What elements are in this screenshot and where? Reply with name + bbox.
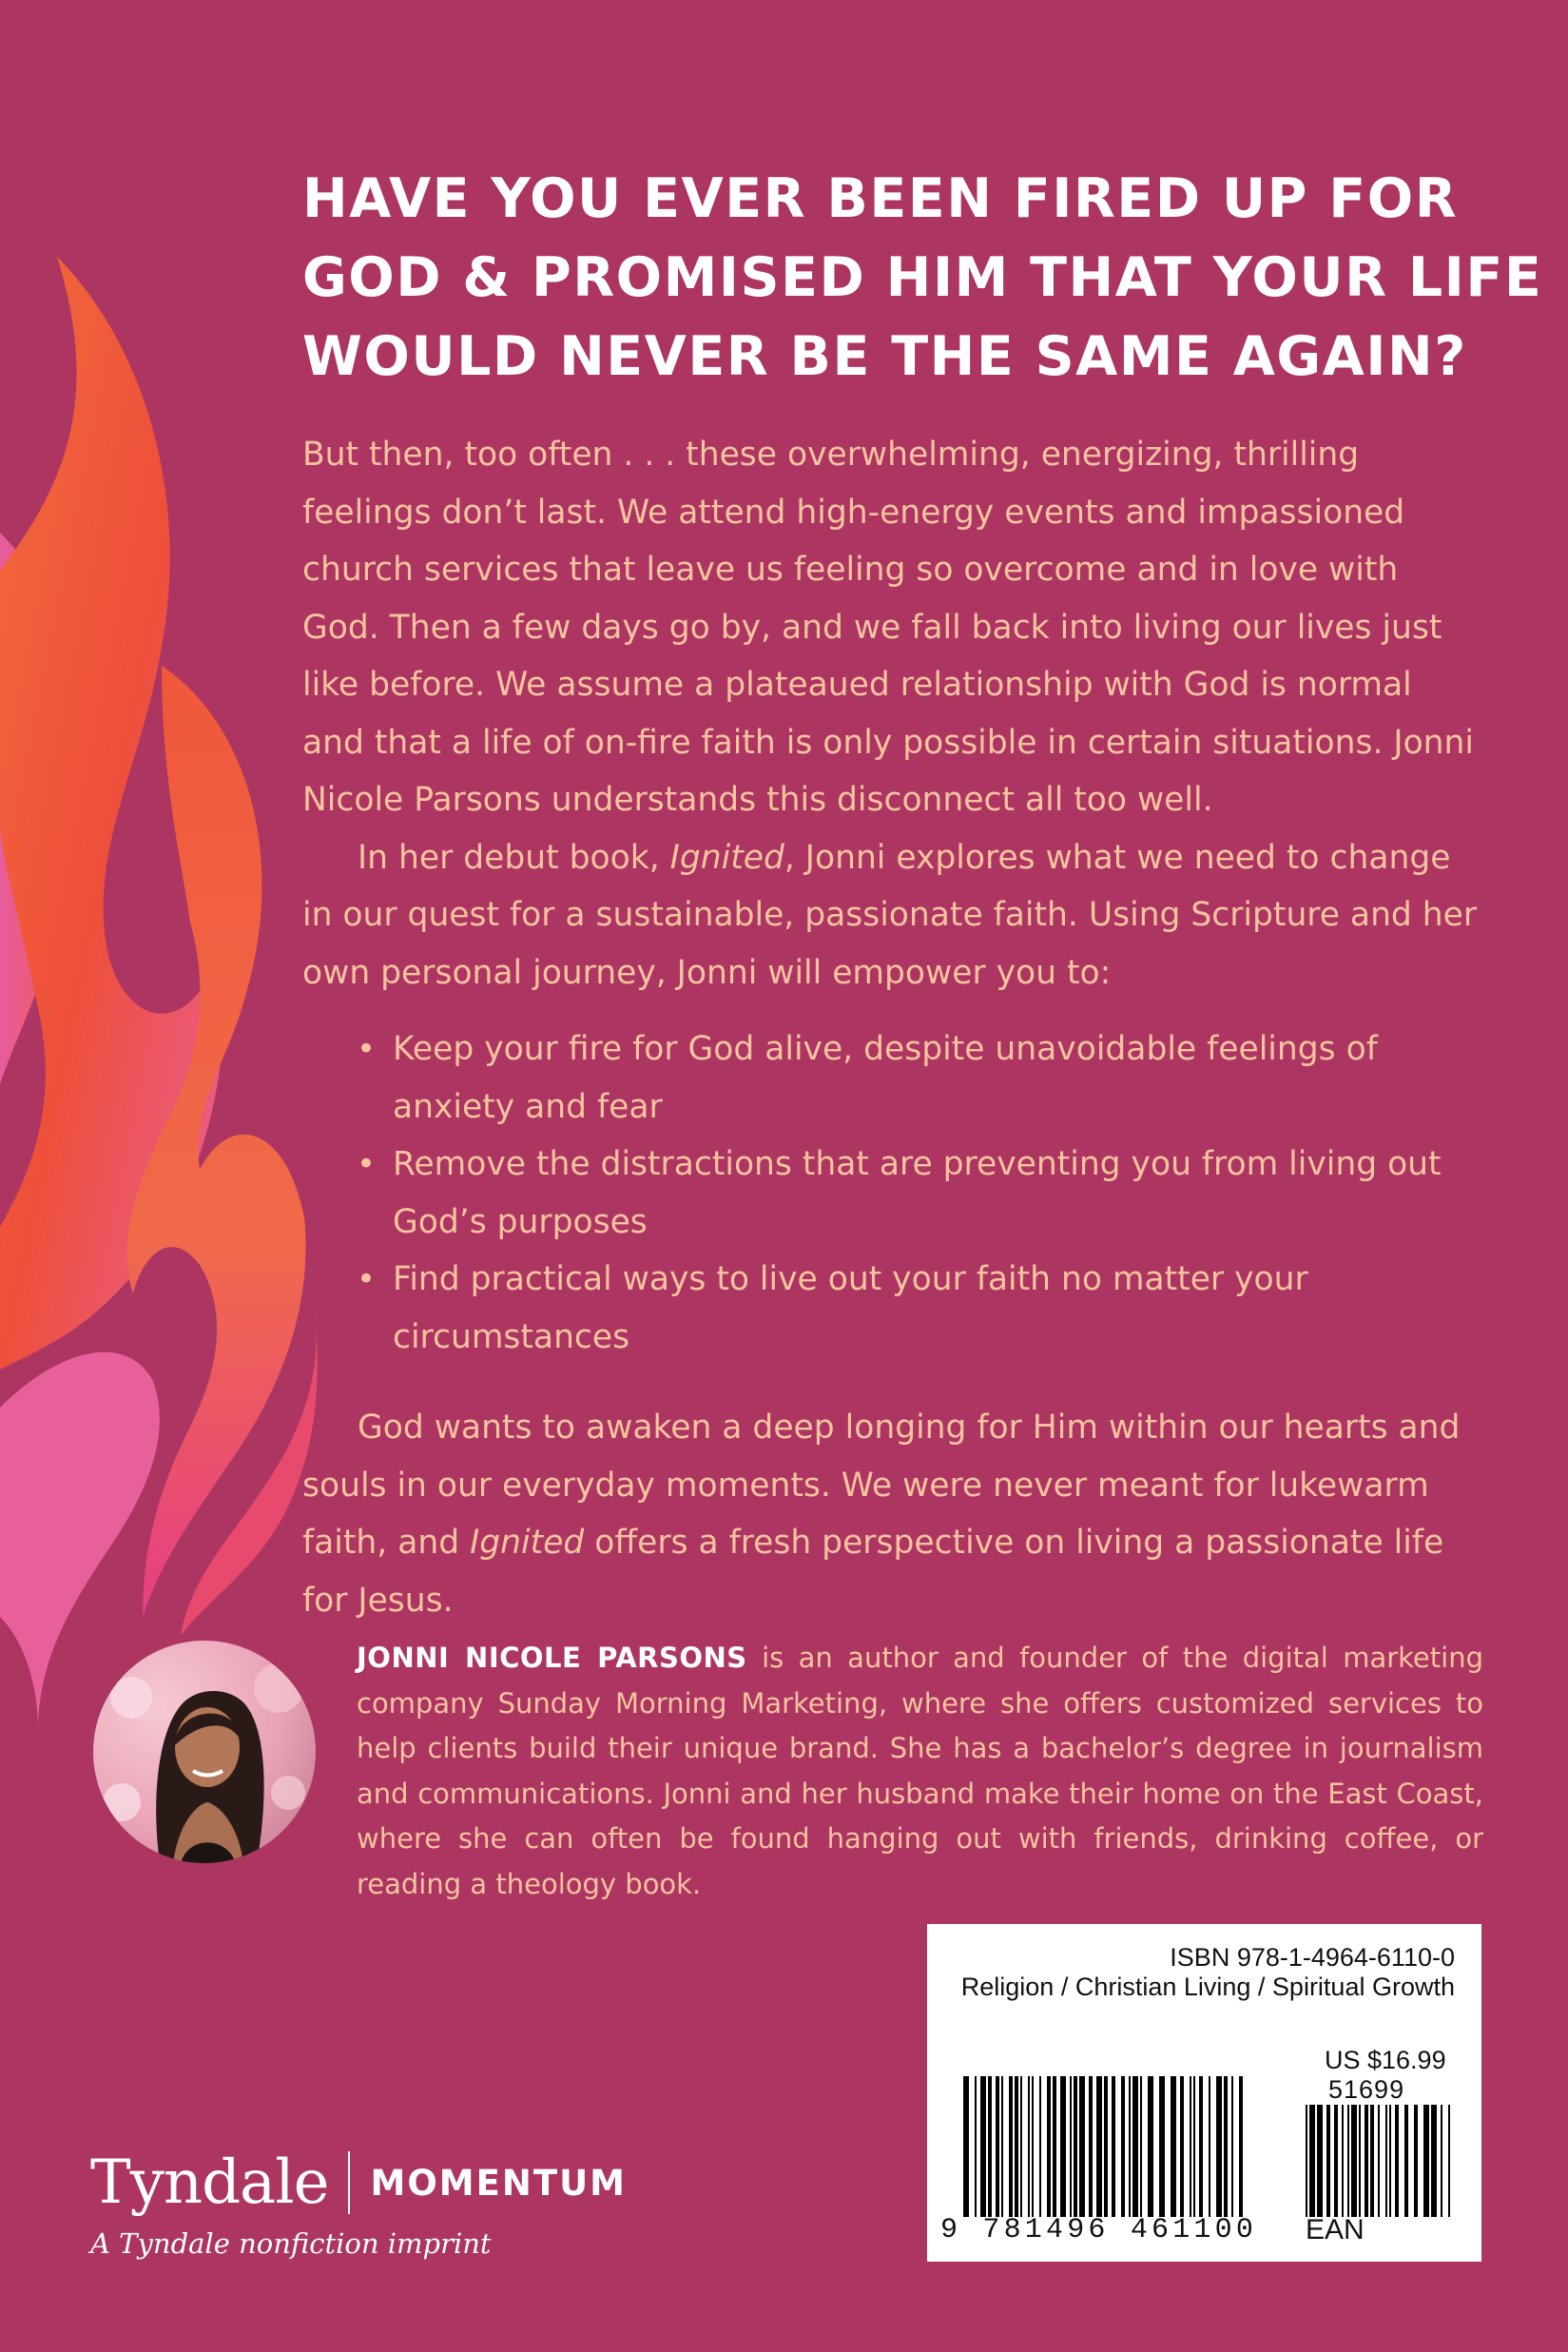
barcode-bar <box>1112 2076 1115 2217</box>
barcode-bar <box>975 2076 977 2217</box>
barcode-bar <box>1015 2076 1018 2217</box>
benefit-item <box>302 1251 1481 1366</box>
barcode-bar <box>1378 2105 1380 2217</box>
barcode-bar <box>1121 2076 1125 2217</box>
isbn-barcode <box>963 2076 1249 2217</box>
barcode-bar <box>1359 2105 1361 2217</box>
barcode-bar <box>1431 2105 1437 2217</box>
barcode-bar <box>1039 2076 1041 2217</box>
bullet-icon: • <box>357 1145 377 1183</box>
bullet-icon: • <box>357 1030 377 1068</box>
barcode-bar <box>1190 2076 1191 2217</box>
price-code: 51699 <box>1328 2075 1405 2104</box>
benefit-text: Find practical ways to live out your faith no matter your circumstances <box>393 1260 1308 1356</box>
logo-divider <box>348 2151 350 2214</box>
barcode-digits: 9 781496 461100 <box>940 2214 1258 2246</box>
paragraph-3-text-cont: offers a fresh perspective on living a passionate life for Jesus. <box>302 1524 1444 1620</box>
barcode-bar <box>980 2076 986 2217</box>
price: US $16.99 <box>1325 2046 1446 2074</box>
barcode-bar <box>1334 2105 1338 2217</box>
headline-line-1: HAVE YOU EVER BEEN FIRED UP FOR <box>302 167 1459 230</box>
description <box>302 426 1481 1629</box>
barcode-bar <box>1089 2076 1093 2217</box>
barcode-bar <box>1326 2105 1330 2217</box>
benefit-list <box>302 1020 1481 1366</box>
isbn: ISBN 978-1-4964-6110-0 <box>1170 1943 1455 1972</box>
benefit-item <box>302 1020 1481 1136</box>
barcode-bar <box>1009 2076 1013 2217</box>
category: Religion / Christian Living / Spiritual Growth <box>960 1973 1455 2001</box>
barcode-bar <box>1096 2076 1102 2217</box>
author-photo <box>93 1641 316 1863</box>
barcode-bar <box>988 2076 992 2217</box>
barcode-bar <box>1448 2105 1450 2217</box>
barcode-bar <box>1148 2076 1153 2217</box>
barcode-bar <box>1104 2076 1108 2217</box>
barcode-bar <box>1231 2076 1233 2217</box>
barcode-bar <box>996 2076 999 2217</box>
barcode-bar <box>1209 2076 1210 2217</box>
barcode-bar <box>1028 2076 1030 2217</box>
barcode-bar <box>1347 2105 1349 2217</box>
barcode-bar <box>1414 2105 1418 2217</box>
publisher-tagline: A Tyndale nonfiction imprint <box>90 2227 492 2260</box>
headline-line-2: GOD & PROMISED HIM THAT YOUR LIFE <box>302 246 1543 309</box>
headline-line-3: WOULD NEVER BE THE SAME AGAIN? <box>302 325 1467 388</box>
barcode-bar <box>1159 2076 1165 2217</box>
barcode-bar <box>1047 2076 1051 2217</box>
paragraph-3-text: God wants to awaken a deep longing for Him within our hearts and souls in our everyday moments. We were never meant for lukewarm faith, and <box>302 1409 1461 1562</box>
barcode-panel <box>927 1924 1481 2262</box>
barcode-bar <box>1423 2105 1429 2217</box>
barcode-bar <box>1441 2105 1442 2217</box>
barcode-bar <box>1171 2076 1176 2217</box>
barcode-bar <box>1370 2105 1374 2217</box>
barcode-bar <box>1001 2076 1003 2217</box>
benefit-item <box>302 1136 1481 1251</box>
barcode-bar <box>1074 2076 1077 2217</box>
barcode-bar <box>1199 2076 1203 2217</box>
barcode-bar <box>1060 2076 1066 2217</box>
barcode-bar <box>1224 2076 1228 2217</box>
barcode-bar <box>1216 2076 1222 2217</box>
barcode-bar <box>1389 2105 1391 2217</box>
barcode-bar <box>1180 2076 1184 2217</box>
barcode-bar <box>1317 2105 1323 2217</box>
barcode-bar <box>1239 2076 1243 2217</box>
author-bio-text: is an author and founder of the digital marketing company Sunday Morning Marketing, where she offers customized services to help clients build their unique brand. She has a bachelor’s degree in journalism and communications. Jonni and her husband make their home on the East Coast, where she can often be found hanging out with friends, drinking coffee, or reading a theology book. <box>357 1642 1483 1900</box>
price-barcode <box>1306 2105 1458 2217</box>
publisher-logo <box>90 2126 627 2240</box>
barcode-bar <box>963 2076 969 2217</box>
barcode-bar <box>1342 2105 1344 2217</box>
barcode-bar <box>1053 2076 1056 2217</box>
barcode-bar <box>1032 2076 1034 2217</box>
ean-label: EAN <box>1306 2214 1365 2245</box>
barcode-bar <box>1365 2105 1368 2217</box>
barcode-bar <box>1193 2076 1195 2217</box>
paragraph-2-text-cont: , Jonni explores what we need to change in our quest for a sustainable, passionate faith. Using Scripture and her own personal journey, Jonni will empower you to: <box>302 838 1478 992</box>
paragraph-2-text: In her debut book, <box>358 838 670 877</box>
publisher-name: Tyndale <box>90 2148 329 2218</box>
barcode-bar <box>1309 2105 1315 2217</box>
description-paragraph-2 <box>302 829 1481 1002</box>
description-paragraph-1: But then, too often . . . these overwhelming, energizing, thrilling feelings don’t last. We attend high-energy events and impassioned church services that leave us feeling so overcome and in love with God. Then a few days go by, and we fall back into living our lives just like before. We assume a plateaued relationship with God is normal and that a life of on-fire faith is only possible in certain situations. Jonni Nicole Parsons understands this disconnect all too well. <box>302 436 1474 819</box>
barcode-bar <box>1070 2076 1072 2217</box>
book-title: Ignited <box>669 838 784 877</box>
description-paragraph-3 <box>302 1399 1481 1629</box>
barcode-bar <box>1140 2076 1142 2217</box>
barcode-bar <box>1385 2105 1387 2217</box>
benefit-text: Remove the distractions that are preventing you from living out God’s purposes <box>393 1145 1442 1241</box>
barcode-bar <box>1132 2076 1138 2217</box>
barcode-bar <box>1020 2076 1022 2217</box>
barcode-bar <box>1404 2105 1408 2217</box>
imprint-name: MOMENTUM <box>370 2162 627 2204</box>
headline <box>302 160 1543 397</box>
barcode-bar <box>1129 2076 1131 2217</box>
benefit-text: Keep your fire for God alive, despite unavoidable feelings of anxiety and fear <box>393 1030 1378 1126</box>
barcode-bar <box>1395 2105 1399 2217</box>
bullet-icon: • <box>357 1260 377 1298</box>
flame-illustration <box>0 0 342 2352</box>
book-title: Ignited <box>470 1524 585 1562</box>
barcode-bar <box>1351 2105 1357 2217</box>
author-name: JONNI NICOLE PARSONS <box>357 1642 747 1674</box>
barcode-info <box>960 1943 1455 2002</box>
barcode-bar <box>1306 2105 1307 2217</box>
author-bio <box>357 1636 1483 1907</box>
barcode-bar <box>1079 2076 1085 2217</box>
